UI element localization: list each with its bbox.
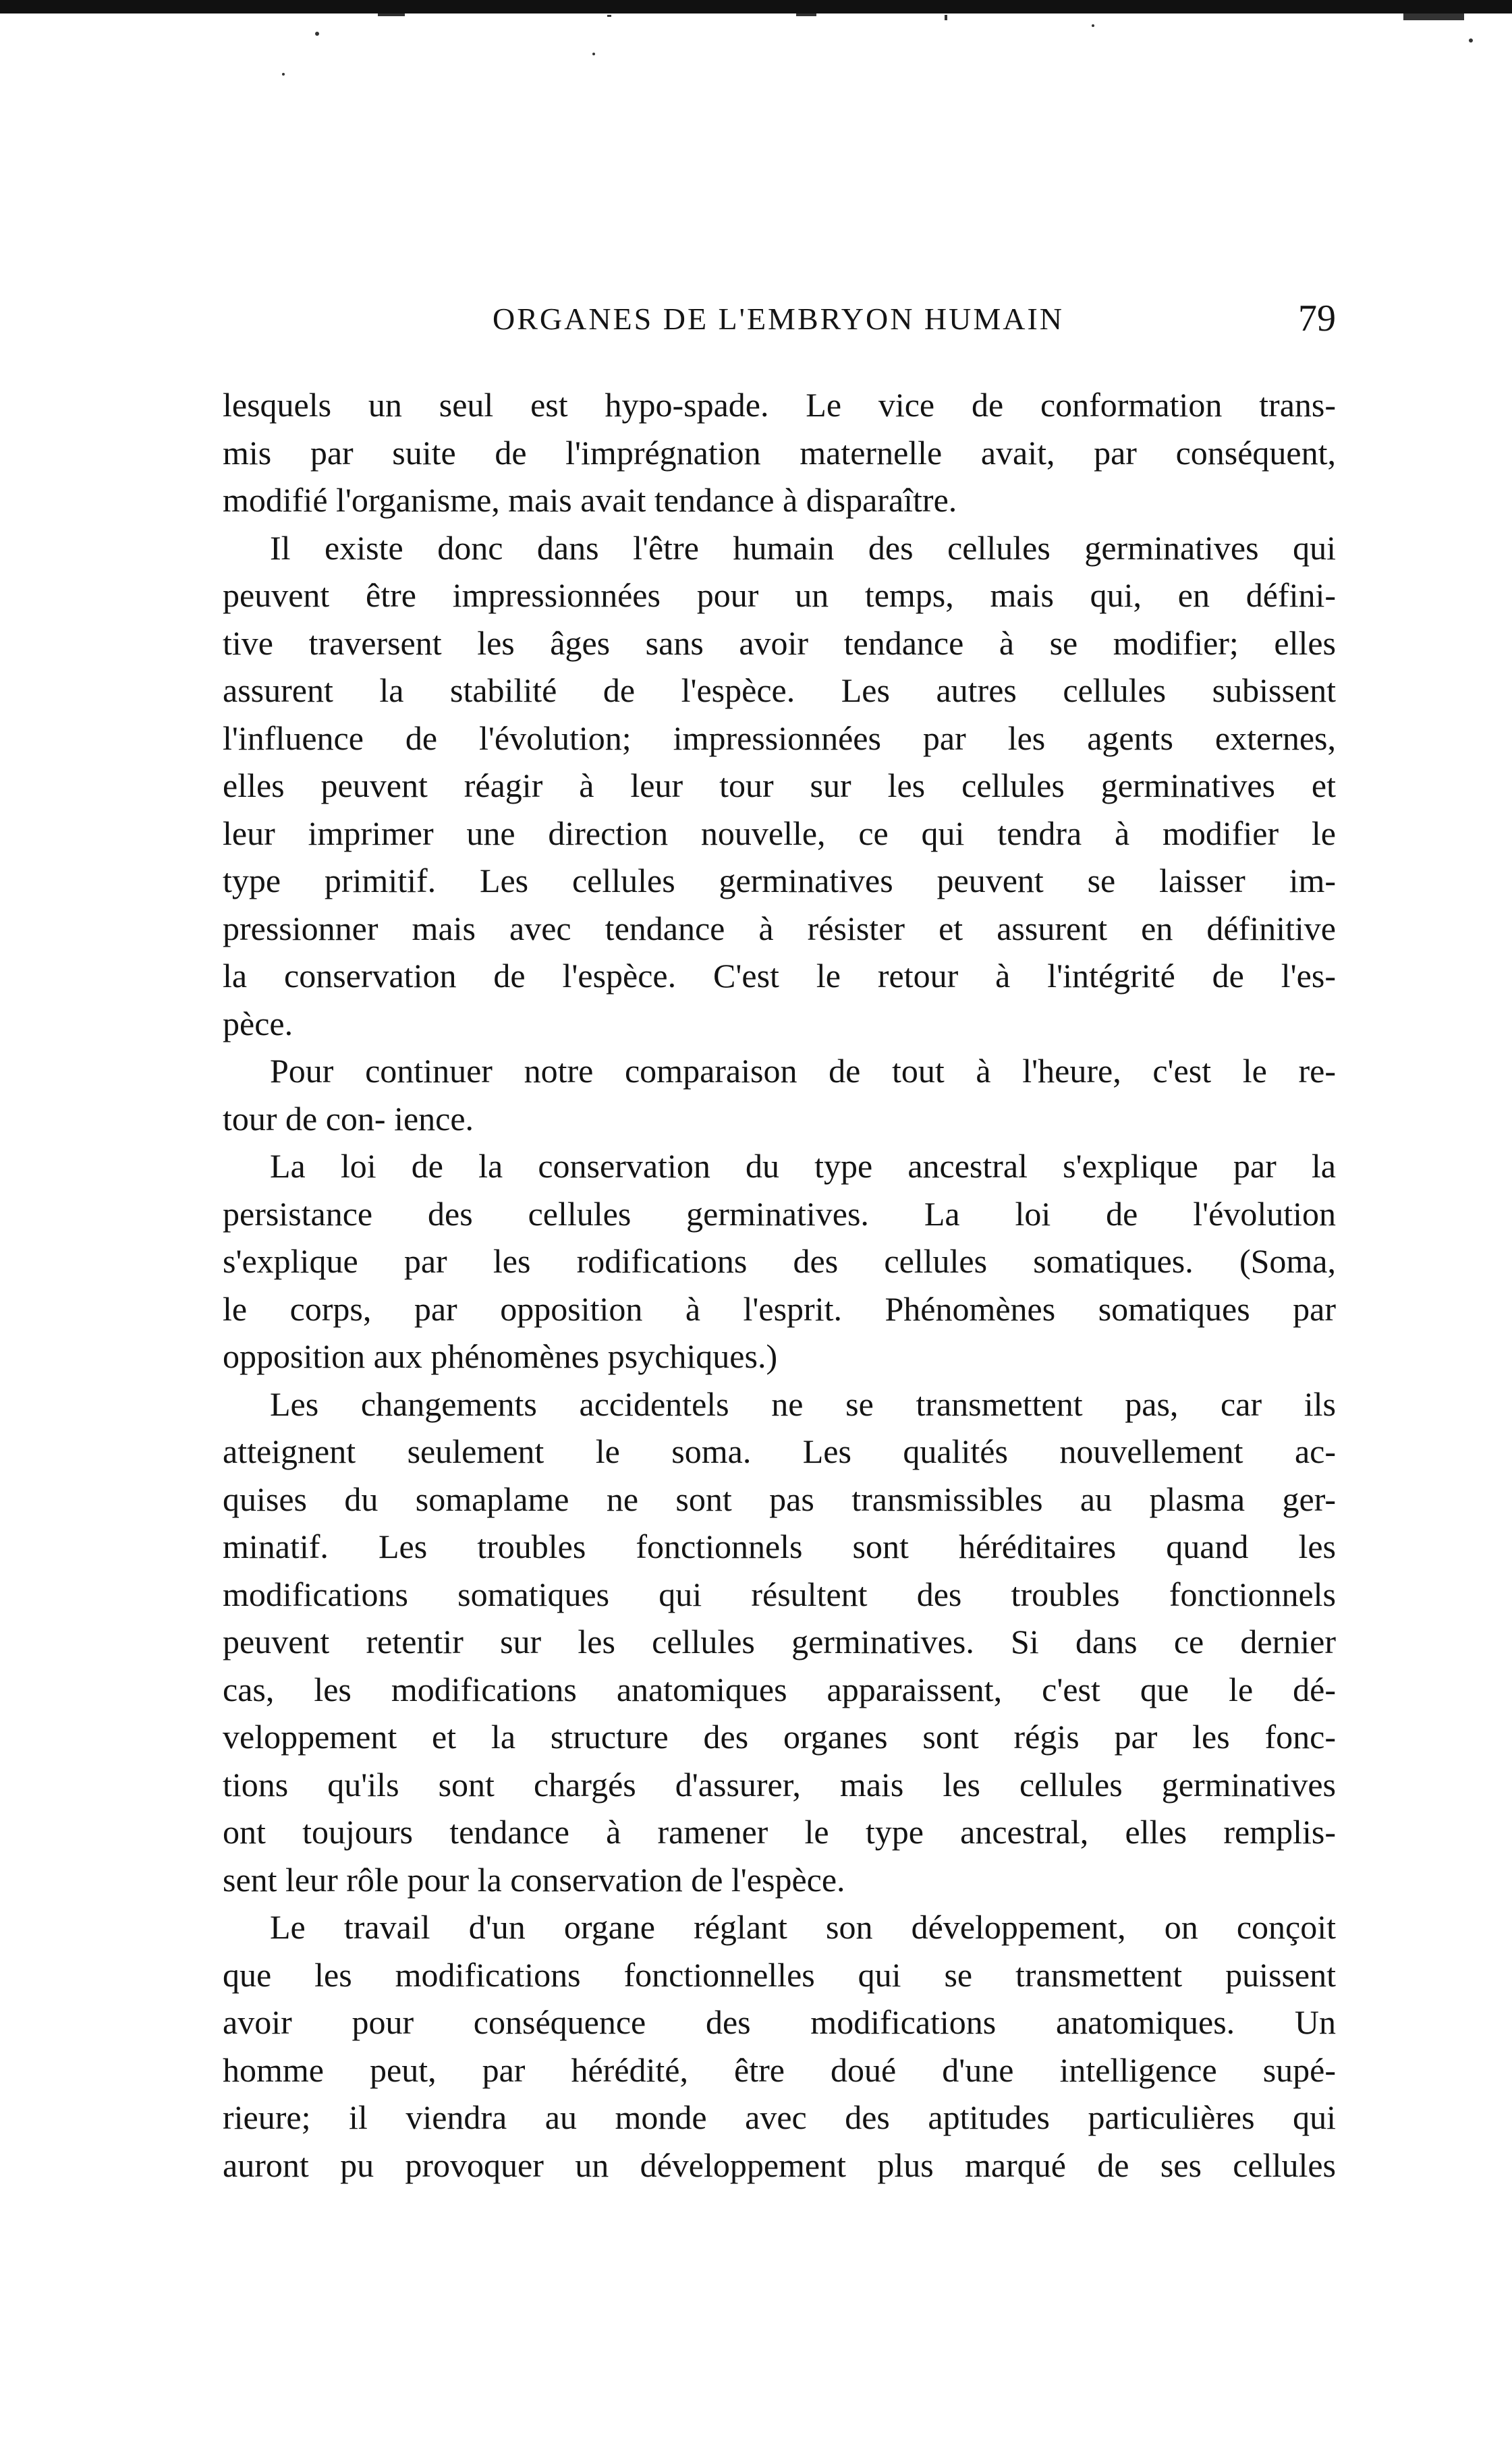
text-line: modifié l'organisme, mais avait tendance à disparaître. <box>223 481 957 519</box>
scan-edge-bar <box>0 0 1512 13</box>
body-text <box>223 381 1336 2189</box>
text-line: tive traversent les âges sans avoir tendance à se modifier; elles <box>223 623 1336 662</box>
text-line: Il existe donc dans l'être humain des cellules germinatives qui <box>270 528 1336 567</box>
text-line: la conservation de l'espèce. C'est le retour à l'intégrité de l'es- <box>223 957 1336 995</box>
text-line: veloppement et la structure des organes sont régis par les fonc- <box>223 1718 1336 1756</box>
text-line: leur imprimer une direction nouvelle, ce qui tendra à modifier le <box>223 814 1336 852</box>
running-head <box>223 297 1336 351</box>
text-line: type primitif. Les cellules germinatives peuvent se laisser im- <box>223 862 1336 899</box>
text-line: mis par suite de l'imprégnation maternelle avait, par conséquent, <box>223 433 1336 472</box>
text-line: minatif. Les troubles fonctionnels sont héréditaires quand les <box>223 1528 1336 1565</box>
text-line: lesquels un seul est hypo-spade. Le vice de conformation trans- <box>223 386 1336 424</box>
text-line: Pour continuer notre comparaison de tout à l'heure, c'est le re- <box>270 1052 1336 1090</box>
text-line: persistance des cellules germinatives. La loi de l'évolution <box>223 1194 1336 1233</box>
text-line: peuvent retentir sur les cellules germinatives. Si dans ce dernier <box>223 1623 1336 1660</box>
text-line: assurent la stabilité de l'espèce. Les autres cellules subissent <box>223 671 1336 709</box>
text-line: Les changements accidentels ne se transmettent pas, car ils <box>270 1385 1336 1423</box>
text-line: elles peuvent réagir à leur tour sur les cellules germinatives et <box>223 766 1336 804</box>
text-line: s'explique par les rodifications des cellules somatiques. (Soma, <box>223 1242 1336 1280</box>
text-line: homme peut, par hérédité, être doué d'une intelligence supé- <box>223 2050 1336 2089</box>
text-line: auront pu provoquer un développement plus marqué de ses cellules <box>223 2146 1336 2184</box>
text-line: modifications somatiques qui résultent des troubles fonctionnels <box>223 1575 1336 1613</box>
text-line: sent leur rôle pour la conservation de l'espèce. <box>223 1860 845 1899</box>
text-line: tions qu'ils sont chargés d'assurer, mais les cellules germinatives <box>223 1765 1336 1804</box>
text-line: ont toujours tendance à ramener le type ancestral, elles remplis- <box>223 1813 1336 1851</box>
text-line: peuvent être impressionnées pour un temps, mais qui, en défini- <box>223 576 1336 614</box>
text-line: atteignent seulement le soma. Les qualités nouvellement ac- <box>223 1432 1336 1470</box>
page-number: 79 <box>1298 298 1336 339</box>
text-line: quises du somaplame ne sont pas transmissibles au plasma ger- <box>223 1480 1336 1518</box>
text-line: pèce. <box>223 1004 293 1042</box>
text-line: La loi de la conservation du type ancestral s'explique par la <box>270 1147 1336 1185</box>
text-line: Le travail d'un organe réglant son développement, on conçoit <box>270 1908 1336 1946</box>
text-line: cas, les modifications anatomiques apparaissent, c'est que le dé- <box>223 1670 1336 1708</box>
text-line: pressionner mais avec tendance à résister et assurent en définitive <box>223 909 1336 947</box>
text-line: avoir pour conséquence des modifications anatomiques. Un <box>223 2003 1336 2041</box>
scan-noise <box>0 13 1512 94</box>
text-line: rieure; il viendra au monde avec des aptitudes particulières qui <box>223 2098 1336 2136</box>
text-line: que les modifications fonctionnelles qui se transmettent puissent <box>223 1955 1336 1994</box>
text-line: opposition aux phénomènes psychiques.) <box>223 1337 778 1375</box>
text-line: l'influence de l'évolution; impressionnées par les agents externes, <box>223 719 1336 757</box>
text-line: le corps, par opposition à l'esprit. Phénomènes somatiques par <box>223 1289 1336 1328</box>
text-line: tour de con- ience. <box>223 1099 474 1138</box>
running-title: ORGANES DE L'EMBRYON HUMAIN <box>493 302 1065 336</box>
